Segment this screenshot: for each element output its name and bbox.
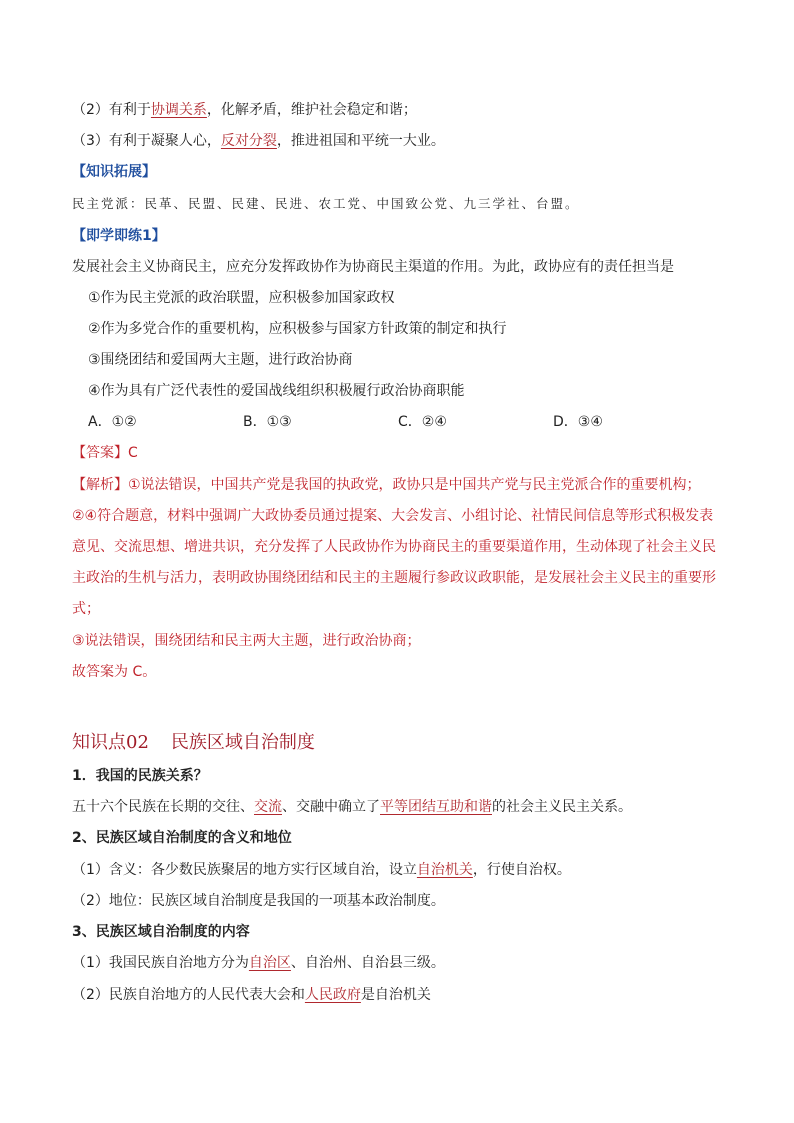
analysis-tag: 【解析】	[72, 477, 128, 493]
analysis-line: 故答案为 C。	[72, 664, 157, 680]
analysis-line: 式；	[72, 601, 100, 617]
paragraph: （2）地位：民族区域自治制度是我国的一项基本政治制度。	[72, 893, 445, 909]
paragraph: （1）我国民族自治地方分为自治区、自治州、自治县三级。	[72, 955, 445, 971]
extend-tag: 【知识拓展】	[72, 164, 156, 180]
section-heading	[72, 728, 315, 754]
option-b: B．①③	[243, 414, 292, 430]
keyword-exchange: 交流	[254, 799, 282, 815]
analysis-line: ②④符合题意，材料中强调广大政协委员通过提案、大会发言、小组讨论、社情民间信息等形式积极发表	[72, 508, 714, 524]
section-number: 知识点02	[72, 732, 149, 753]
analysis-line: 意见、交流思想、增进共识，充分发挥了人民政协作为协商民主的重要渠道作用，生动体现了社会主义民	[72, 539, 716, 555]
option-d: D．③④	[553, 414, 603, 430]
keyword-organ: 自治机关	[416, 862, 473, 878]
paragraph: 五十六个民族在长期的交往、交流、交融中确立了平等团结互助和谐的社会主义民主关系。	[72, 799, 632, 815]
statement-item: ④作为具有广泛代表性的爱国战线组织积极履行政治协商职能	[88, 383, 465, 399]
keyword-government: 人民政府	[304, 987, 361, 1003]
answer-label: 【答案】C	[72, 445, 138, 461]
statement-item: ①作为民主党派的政治联盟，应积极参加国家政权	[88, 290, 395, 306]
option-a: A．①②	[88, 414, 137, 430]
keyword-coordinate: 协调关系	[150, 102, 207, 118]
analysis-line: 主政治的生机与活力，表明政协围绕团结和民主的主题履行参政议政职能，是发展社会主义民主的重要形	[72, 570, 716, 586]
statement-item: ③围绕团结和爱国两大主题，进行政治协商	[88, 352, 353, 368]
keyword-equality: 平等团结互助和谐	[380, 799, 492, 815]
subheading-3: 3、民族区域自治制度的内容	[72, 924, 250, 940]
point-2: （2）有利于协调关系，化解矛盾，维护社会稳定和谐；	[72, 102, 417, 118]
keyword-region: 自治区	[248, 955, 291, 971]
analysis-line: 【解析】①说法错误，中国共产党是我国的执政党，政协只是中国共产党与民主党派合作的重要机构；	[72, 477, 701, 493]
option-c: C．②④	[398, 414, 447, 430]
extend-text: 民主党派：民革、民盟、民建、民进、农工党、中国致公党、九三学社、台盟。	[72, 196, 580, 211]
paragraph: （1）含义：各少数民族聚居的地方实行区域自治，设立自治机关，行使自治权。	[72, 862, 571, 878]
subheading-1: 1．我国的民族关系？	[72, 768, 208, 784]
section-title: 民族区域自治制度	[170, 732, 315, 753]
analysis-line: ③说法错误，围绕团结和民主两大主题，进行政治协商；	[72, 633, 421, 649]
point-3: （3）有利于凝聚人心，反对分裂，推进祖国和平统一大业。	[72, 133, 445, 149]
practice-tag: 【即学即练1】	[72, 228, 166, 244]
question-text: 发展社会主义协商民主，应充分发挥政协作为协商民主渠道的作用。为此，政协应有的责任担当是	[72, 259, 674, 275]
statement-item: ②作为多党合作的重要机构，应积极参与国家方针政策的制定和执行	[88, 321, 507, 337]
subheading-2: 2、民族区域自治制度的含义和地位	[72, 830, 292, 846]
keyword-oppose: 反对分裂	[220, 133, 277, 149]
answer-options	[88, 412, 603, 432]
paragraph: （2）民族自治地方的人民代表大会和人民政府是自治机关	[72, 987, 431, 1003]
